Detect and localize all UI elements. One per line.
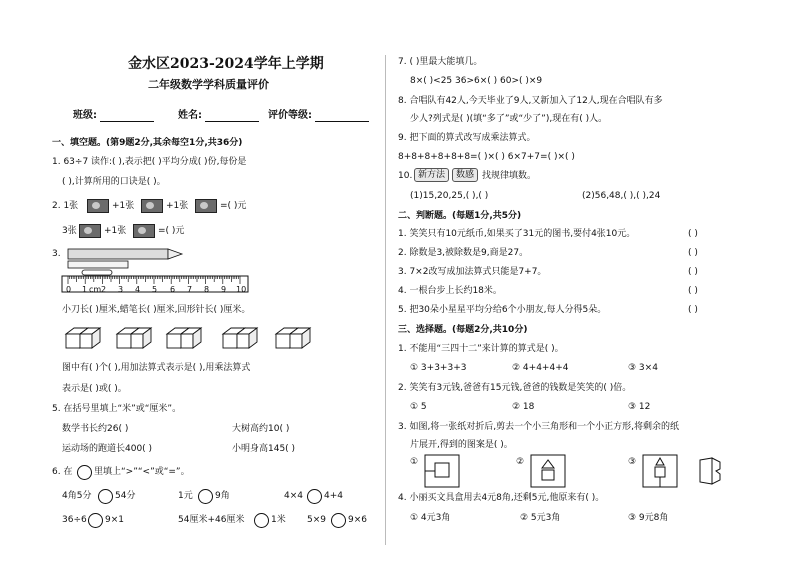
q5-c: 运动场的跑道长400( ) bbox=[62, 444, 153, 454]
ruler-number: cm bbox=[89, 285, 102, 294]
compare-circle[interactable] bbox=[198, 489, 213, 504]
q6-left: 5×9 bbox=[307, 515, 326, 525]
judge-answer-paren[interactable]: ( ) bbox=[688, 305, 698, 315]
q5-a: 数学书长约26( ) bbox=[62, 424, 129, 434]
q4-line2: 表示是( )或( )。 bbox=[62, 384, 127, 394]
q2-plus: +1张 bbox=[104, 226, 127, 236]
c2-option[interactable]: ① 5 bbox=[410, 402, 427, 412]
banknote-icon bbox=[133, 224, 155, 238]
compare-circle[interactable] bbox=[307, 489, 322, 504]
q1-line2: ( ),计算所用的口诀是( )。 bbox=[62, 177, 166, 187]
ruler-number: 6 bbox=[170, 285, 176, 294]
c3-question-line1: 3. 如图,将一张纸对折后,剪去一个小三角形和一个小正方形,将剩余的纸 bbox=[398, 422, 680, 432]
name-field[interactable] bbox=[205, 111, 259, 122]
c1-option[interactable]: ① 3+3+3+3 bbox=[410, 363, 467, 373]
ruler-number: 4 bbox=[135, 285, 141, 294]
c4-option[interactable]: ② 5元3角 bbox=[520, 513, 561, 523]
cube-group bbox=[272, 326, 312, 354]
q6-left: 1元 bbox=[178, 491, 193, 501]
judge-answer-paren[interactable]: ( ) bbox=[688, 267, 698, 277]
crayon-tip bbox=[168, 249, 182, 259]
c4-option[interactable]: ① 4元3角 bbox=[410, 513, 451, 523]
compare-circle[interactable] bbox=[77, 465, 92, 480]
judge-item-text: 4. 一根台步上长约18米。 bbox=[398, 286, 502, 296]
q10-a: (1)15,20,25,( ),( ) bbox=[410, 191, 489, 201]
c1-question: 1. 不能用“三四十二”来计算的算式是( )。 bbox=[398, 344, 564, 354]
q8-line2: 少人?列式是( )(填“多了”或“少了”),现在有( )人。 bbox=[410, 114, 608, 124]
ruler-number: 2 bbox=[101, 285, 107, 294]
cube-group bbox=[113, 326, 153, 354]
q3-answer: 小刀长( )厘米,蜡笔长( )厘米,回形针长( )厘米。 bbox=[62, 305, 251, 315]
banknote-icon bbox=[141, 199, 163, 213]
q6-left: 54厘米+46厘米 bbox=[178, 515, 245, 525]
q2-start: 2. 1张 bbox=[52, 201, 79, 211]
q6-left: 4角5分 bbox=[62, 491, 92, 501]
q2-plus: +1张 bbox=[166, 201, 189, 211]
ruler-number: 5 bbox=[152, 285, 158, 294]
paperclip bbox=[82, 270, 112, 275]
c4-question: 4. 小丽买文具盒用去4元8角,还剩5元,他原来有( )。 bbox=[398, 493, 605, 503]
q6-right: 9×6 bbox=[348, 515, 367, 525]
ruler-number: 10 bbox=[236, 285, 247, 294]
compare-circle[interactable] bbox=[98, 489, 113, 504]
section2-title: 二、判断题。(每题1分,共5分) bbox=[398, 211, 522, 221]
pattern-option-2 bbox=[530, 454, 566, 488]
compare-circle[interactable] bbox=[331, 513, 346, 528]
exam-title: 金水区2023-2024学年上学期 bbox=[128, 56, 324, 72]
number-sense-badge: 数感 bbox=[452, 168, 478, 182]
q4-line1: 图中有( )个( ),用加法算式表示是( ),用乘法算式 bbox=[62, 363, 251, 373]
q5-title: 5. 在括号里填上“米”或“厘米”。 bbox=[52, 404, 182, 414]
grade-field[interactable] bbox=[315, 111, 369, 122]
q6-title-b: 里填上“>”“<”或“=”。 bbox=[94, 467, 190, 477]
pattern-option-3 bbox=[642, 454, 678, 488]
ruler-number: 7 bbox=[187, 285, 193, 294]
banknote-icon bbox=[87, 199, 109, 213]
ruler-number: 9 bbox=[221, 285, 227, 294]
q5-b: 大树高约10( ) bbox=[232, 424, 290, 434]
c2-question: 2. 笑笑有3元钱,爸爸有15元钱,爸爸的钱数是笑笑的( )倍。 bbox=[398, 383, 632, 393]
c1-option[interactable]: ② 4+4+4+4 bbox=[512, 363, 569, 373]
q3-label: 3. bbox=[52, 249, 61, 259]
cube-group bbox=[163, 326, 203, 354]
q1-line1: 1. 63÷7 读作:( ),表示把( )平均分成( )份,每份是 bbox=[52, 157, 247, 167]
grade-label: 评价等级: bbox=[268, 110, 369, 122]
new-method-badge: 新方法 bbox=[414, 168, 449, 182]
q10-text: 找规律填数。 bbox=[482, 171, 537, 181]
q6-left: 36÷6 bbox=[62, 515, 87, 525]
judge-item-text: 3. 7×2改写成加法算式只能是7+7。 bbox=[398, 267, 547, 277]
q6-right: 1米 bbox=[271, 515, 286, 525]
q6-right: 54分 bbox=[115, 491, 136, 501]
judge-answer-paren[interactable]: ( ) bbox=[688, 229, 698, 239]
c4-option[interactable]: ③ 9元8角 bbox=[628, 513, 669, 523]
ruler-number: 1 bbox=[82, 285, 88, 294]
q6-right: 4+4 bbox=[324, 491, 343, 501]
judge-answer-paren[interactable]: ( ) bbox=[688, 248, 698, 258]
q6-right: 9角 bbox=[215, 491, 230, 501]
c3-option-label[interactable]: ③ bbox=[628, 457, 637, 467]
cube-group bbox=[62, 326, 102, 354]
column-divider bbox=[385, 55, 386, 545]
crayon bbox=[68, 249, 168, 259]
q2-equals: =( )元 bbox=[220, 201, 247, 211]
ruler-number: 3 bbox=[118, 285, 124, 294]
c3-option-label[interactable]: ① bbox=[410, 457, 419, 467]
c2-option[interactable]: ② 18 bbox=[512, 402, 535, 412]
q7-line1: 7. ( )里最大能填几。 bbox=[398, 57, 483, 67]
c3-question-line2: 片展开,得到的图案是( )。 bbox=[410, 440, 513, 450]
q10-number: 10. bbox=[398, 171, 413, 181]
judge-answer-paren[interactable]: ( ) bbox=[688, 286, 698, 296]
c1-option[interactable]: ③ 3×4 bbox=[628, 363, 658, 373]
q9-line2: 8+8+8+8+8+8=( )×( ) 6×7+7=( )×( ) bbox=[398, 152, 575, 162]
c2-option[interactable]: ③ 12 bbox=[628, 402, 651, 412]
name-label: 姓名: bbox=[178, 110, 259, 122]
q8-line1: 8. 合唱队有42人,今天毕业了9人,又新加入了12人,现在合唱队有多 bbox=[398, 96, 663, 106]
ruler-number: 0 bbox=[66, 285, 72, 294]
q9-line1: 9. 把下面的算式改写成乘法算式。 bbox=[398, 133, 536, 143]
judge-item-text: 2. 除数是3,被除数是9,商是27。 bbox=[398, 248, 529, 258]
ruler-number: 8 bbox=[204, 285, 210, 294]
compare-circle[interactable] bbox=[254, 513, 269, 528]
section1-title: 一、填空题。(第9题2分,其余每空1分,共36分) bbox=[52, 138, 243, 148]
judge-item-text: 5. 把30朵小星星平均分给6个小朋友,每人分得5朵。 bbox=[398, 305, 607, 315]
exam-subtitle: 二年级数学学科质量评价 bbox=[148, 78, 269, 91]
q6-title-a: 6. 在 bbox=[52, 467, 73, 477]
folded-paper-figure bbox=[698, 456, 724, 486]
banknote-icon bbox=[79, 224, 101, 238]
q7-line2: 8×( )<25 36>6×( ) 60>( )×9 bbox=[410, 76, 543, 86]
judge-item-text: 1. 笑笑只有10元纸币,如果买了31元的图书,要付4张10元。 bbox=[398, 229, 636, 239]
q2-plus: +1张 bbox=[112, 201, 135, 211]
q2-line2-start: 3张 bbox=[62, 226, 77, 236]
c3-option-label[interactable]: ② bbox=[516, 457, 525, 467]
q6-left: 4×4 bbox=[284, 491, 303, 501]
pattern-option-1 bbox=[424, 454, 460, 488]
q2-equals: =( )元 bbox=[158, 226, 185, 236]
class-label: 班级: bbox=[73, 110, 154, 122]
class-field[interactable] bbox=[100, 111, 154, 122]
compare-circle[interactable] bbox=[88, 513, 103, 528]
knife bbox=[68, 261, 128, 268]
q6-right: 9×1 bbox=[105, 515, 124, 525]
q5-d: 小明身高145( ) bbox=[232, 444, 296, 454]
q10-b: (2)56,48,( ),( ),24 bbox=[582, 191, 661, 201]
cube-group bbox=[219, 326, 259, 354]
banknote-icon bbox=[195, 199, 217, 213]
section3-title: 三、选择题。(每题2分,共10分) bbox=[398, 325, 528, 335]
